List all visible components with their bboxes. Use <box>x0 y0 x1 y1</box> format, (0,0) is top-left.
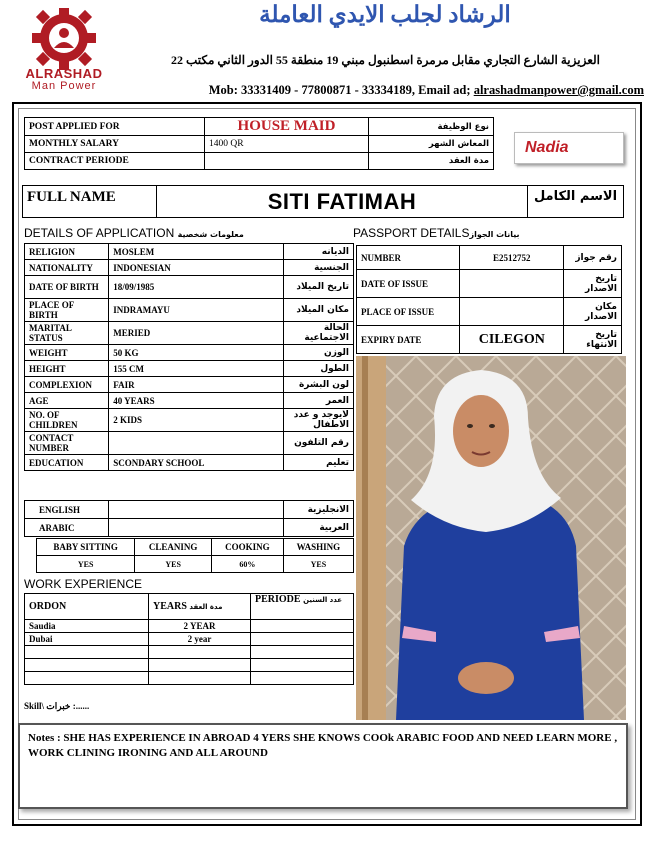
details-value: MOSLEM <box>109 244 284 260</box>
details-value <box>109 432 284 455</box>
details-row <box>25 345 354 361</box>
passport-label: EXPIRY DATE <box>357 326 460 354</box>
work-col-period-ar: عدد السنين <box>303 596 343 604</box>
work-period <box>251 659 354 672</box>
full-name-label: FULL NAME <box>23 186 157 218</box>
company-title-arabic: الرشاد لجلب الايدي العاملة <box>259 2 511 27</box>
work-period <box>251 646 354 659</box>
language-label: ENGLISH <box>25 501 109 519</box>
notes-box: Notes : SHE HAS EXPERIENCE IN ABROAD 4 YERS SHE KNOWS COOk ARABIC FOOD AND NEED LEARN MORE , WORK CLINING IRONING AND ALL AROUND <box>18 723 628 809</box>
details-label-ar: تعليم <box>283 455 353 471</box>
work-country <box>25 646 149 659</box>
details-label: RELIGION <box>25 244 109 260</box>
work-row <box>25 620 354 633</box>
details-title: DETAILS OF APPLICATION <box>24 226 175 240</box>
skill-header: COOKING <box>212 539 284 556</box>
passport-label-ar: مكان الاصدار <box>564 298 622 326</box>
details-row <box>25 432 354 455</box>
details-row <box>25 260 354 276</box>
details-value: 18/09/1985 <box>109 276 284 299</box>
work-country: Saudia <box>25 620 149 633</box>
details-row <box>25 361 354 377</box>
work-country: Dubai <box>25 633 149 646</box>
language-row <box>25 519 354 537</box>
details-label-ar: تاريخ الميلاد <box>283 276 353 299</box>
passport-value <box>460 270 564 298</box>
work-row <box>25 672 354 685</box>
logo-name: ALRASHAD <box>25 66 103 81</box>
details-row <box>25 299 354 322</box>
skill-value: YES <box>283 556 353 573</box>
language-row <box>25 501 354 519</box>
details-value: 2 KIDS <box>109 409 284 432</box>
passport-label-ar: رقم جواز <box>564 246 622 270</box>
full-name-table <box>22 185 624 218</box>
details-label-ar: لايوجد و عدد الاطفال <box>283 409 353 432</box>
skill-value: YES <box>37 556 135 573</box>
work-col-years-label: YEARS <box>153 601 187 612</box>
details-label-ar: العمر <box>283 393 353 409</box>
work-years <box>149 646 251 659</box>
work-col-years <box>149 594 251 620</box>
work-years <box>149 672 251 685</box>
post-label-ar: نوع الوظيفة <box>369 118 494 136</box>
passport-row <box>357 326 622 354</box>
details-label: WEIGHT <box>25 345 109 361</box>
work-col-years-ar: مدة العقد <box>189 603 223 611</box>
contact-email[interactable]: alrashadmanpower@gmail.com <box>473 83 644 97</box>
passport-row <box>357 246 622 270</box>
details-value: SCONDARY SCHOOL <box>109 455 284 471</box>
passport-title: PASSPORT DETAILS <box>353 226 470 240</box>
details-label: DATE OF BIRTH <box>25 276 109 299</box>
languages-table <box>24 500 354 537</box>
details-label: EDUCATION <box>25 455 109 471</box>
details-value: INDRAMAYU <box>109 299 284 322</box>
details-value: INDONESIAN <box>109 260 284 276</box>
company-contact <box>124 83 644 98</box>
passport-title-ar: بيانات الجواز <box>469 230 520 239</box>
details-label: HEIGHT <box>25 361 109 377</box>
work-period <box>251 672 354 685</box>
skill-value: YES <box>135 556 212 573</box>
details-label-ar: مكان الميلاد <box>283 299 353 322</box>
details-row <box>25 377 354 393</box>
work-country <box>25 659 149 672</box>
post-table <box>24 117 494 170</box>
details-label-ar: الديانه <box>283 244 353 260</box>
passport-label: NUMBER <box>357 246 460 270</box>
details-label-ar: الحالة الاجتماعية <box>283 322 353 345</box>
details-label: NATIONALITY <box>25 260 109 276</box>
passport-value <box>460 298 564 326</box>
work-table <box>24 593 354 685</box>
details-table <box>24 243 354 471</box>
contract-value <box>205 153 369 170</box>
details-section-title <box>24 226 244 240</box>
work-section-title: WORK EXPERIENCE <box>24 577 143 591</box>
salary-label: MONTHLY SALARY <box>25 136 205 153</box>
work-col-country: ORDON <box>25 594 149 620</box>
passport-label: DATE OF ISSUE <box>357 270 460 298</box>
work-period <box>251 620 354 633</box>
passport-label-ar: تاريخ الاصدار <box>564 270 622 298</box>
details-label-ar: رقم التلفون <box>283 432 353 455</box>
agent-name-badge: Nadia <box>514 132 624 164</box>
company-address-arabic: العزيزية الشارع التجاري مقابل مرمرة اسطنبول مبني 19 منطقة 55 الدور الثاني مكتب 22 <box>170 53 600 67</box>
work-row <box>25 646 354 659</box>
details-value: 155 CM <box>109 361 284 377</box>
details-label: MARITAL STATUS <box>25 322 109 345</box>
details-value: 40 YEARS <box>109 393 284 409</box>
work-country <box>25 672 149 685</box>
details-label-ar: الجنسية <box>283 260 353 276</box>
language-label-ar: العربية <box>283 519 353 537</box>
full-name-label-ar: الاسم الكامل <box>528 186 624 218</box>
passport-row <box>357 298 622 326</box>
details-label: NO. OF CHILDREN <box>25 409 109 432</box>
work-years <box>149 659 251 672</box>
details-label: CONTACT NUMBER <box>25 432 109 455</box>
contact-phones: Mob: 33331409 - 77800871 - 33334189, Email ad; <box>208 83 474 97</box>
skill-value: 60% <box>212 556 284 573</box>
details-label-ar: لون البشرة <box>283 377 353 393</box>
contract-label: CONTRACT PERIODE <box>25 153 205 170</box>
applicant-photo <box>356 356 626 720</box>
details-row <box>25 276 354 299</box>
details-row <box>25 455 354 471</box>
passport-row <box>357 270 622 298</box>
full-name-value: SITI FATIMAH <box>157 186 528 218</box>
work-col-period <box>251 594 354 620</box>
details-label: COMPLEXION <box>25 377 109 393</box>
details-label-ar: الطول <box>283 361 353 377</box>
language-value <box>109 519 284 537</box>
skill-line: Skill\ خبرات :...... <box>24 701 90 711</box>
details-row <box>25 409 354 432</box>
details-value: MERIED <box>109 322 284 345</box>
post-label: POST APPLIED FOR <box>25 118 205 136</box>
language-value <box>109 501 284 519</box>
work-years: 2 YEAR <box>149 620 251 633</box>
skill-header: CLEANING <box>135 539 212 556</box>
details-row <box>25 322 354 345</box>
passport-value: E2512752 <box>460 246 564 270</box>
passport-table <box>356 245 622 354</box>
details-row <box>25 393 354 409</box>
logo-subtitle: Man Power <box>31 80 97 92</box>
details-value: FAIR <box>109 377 284 393</box>
language-label: ARABIC <box>25 519 109 537</box>
work-period <box>251 633 354 646</box>
details-label-ar: الوزن <box>283 345 353 361</box>
contract-label-ar: مدة العقد <box>369 153 494 170</box>
passport-value: CILEGON <box>460 326 564 354</box>
salary-value: 1400 QR <box>205 136 369 153</box>
details-label: PLACE OF BIRTH <box>25 299 109 322</box>
passport-label-ar: تاريخ الانتهاء <box>564 326 622 354</box>
details-row <box>25 244 354 260</box>
work-row <box>25 659 354 672</box>
work-row <box>25 633 354 646</box>
skill-header: BABY SITTING <box>37 539 135 556</box>
details-value: 50 KG <box>109 345 284 361</box>
skill-header: WASHING <box>283 539 353 556</box>
post-value: HOUSE MAID <box>205 118 369 136</box>
skills-table <box>36 538 354 573</box>
passport-section-title <box>353 226 519 240</box>
passport-label: PLACE OF ISSUE <box>357 298 460 326</box>
details-title-ar: معلومات شخصية <box>177 230 244 239</box>
work-col-period-label: PERIODE <box>255 594 301 605</box>
work-years: 2 year <box>149 633 251 646</box>
salary-label-ar: المعاش الشهر <box>369 136 494 153</box>
language-label-ar: الانجليزية <box>283 501 353 519</box>
details-label: AGE <box>25 393 109 409</box>
